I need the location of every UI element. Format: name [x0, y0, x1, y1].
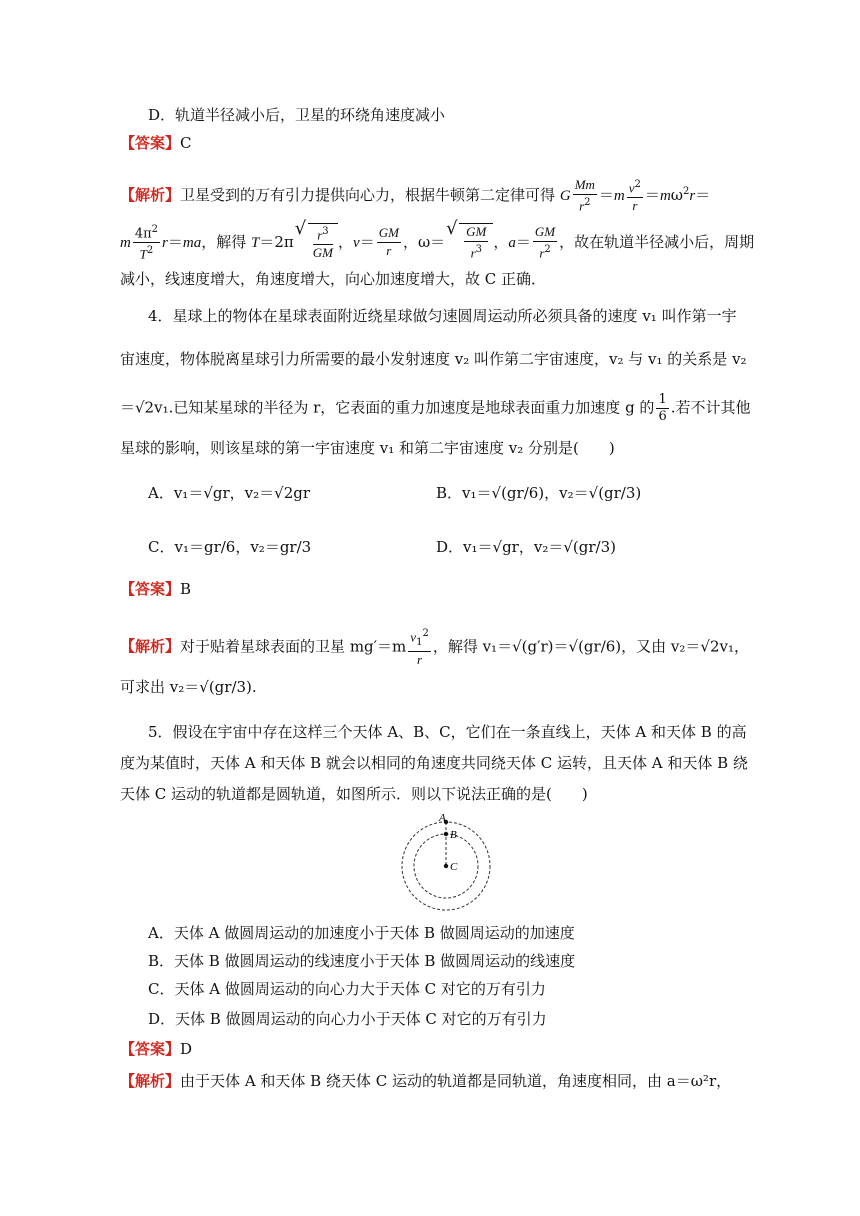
q5-stem-line2: 度为某值时，天体 A 和天体 B 就会以相同的角速度共同绕天体 C 运转，且天体 A 和天体 B 绕: [120, 754, 748, 772]
q4-stem-line2: 宙速度，物体脱离星球引力所需要的最小发射速度 v₂ 叫作第二宇宙速度，v₂ 与 v₁ 的关系是 v₂: [120, 350, 747, 368]
q4-option-a: A．v₁＝√gr，v₂＝√2gr: [148, 484, 311, 502]
analysis-tag: 【 解析 】: [120, 186, 180, 204]
label-a: A: [439, 812, 446, 824]
q4-analysis-line2: 可求出 v₂＝√(gr/3).: [120, 678, 257, 696]
q5-option-d: D．天体 B 做圆周运动的向心力小于天体 C 对它的万有引力: [148, 1010, 547, 1028]
q4-answer: 【 答案 】 B: [120, 578, 191, 600]
q3-option-d: D．轨道半径减小后，卫星的环绕角速度减小: [148, 106, 446, 124]
q4-stem-line3: ＝√2v₁.已知某星球的半径为 r，它表面的重力加速度是地球表面重力加速度 g 的 $\frac{1}{6}$ .若不计其他: [120, 392, 751, 424]
q4-stem-line1: 4．星球上的物体在星球表面附近绕星球做匀速圆周运动所必须具备的速度 v₁ 叫作第一宇: [148, 307, 737, 325]
label-c: C: [450, 861, 458, 873]
q5-option-a: A．天体 A 做圆周运动的加速度小于天体 B 做圆周运动的加速度: [148, 924, 575, 942]
q4-option-d: D．v₁＝√gr，v₂＝√(gr/3): [436, 538, 616, 556]
q3-answer-value: C: [180, 134, 192, 152]
q3-answer: [120, 132, 192, 154]
q4-analysis-line1: 【 解析 】 对于贴着星球表面的卫星 mg′＝m $\frac{v_1^2}{r}$ ，解得 v₁＝√(g′r)＝√(gr/6)，又由 v₂＝√2v₁，: [120, 626, 749, 669]
body-c-dot: [444, 864, 448, 868]
body-b-dot: [444, 832, 448, 836]
q4-stem-line4: 星球的影响，则该星球的第一宇宙速度 v₁ 和第二宇宙速度 v₂ 分别是( ): [120, 439, 615, 457]
q3-analysis-line1: 【 解析 】 卫星受到的万有引力提供向心力，根据牛顿第二定律可得 G $\frac{Mm}{r^2}$ ＝m $\frac{v^2}{r}$ $=m\omega^2r=$: [120, 177, 710, 215]
q3-analysis-line3: 减小，线速度增大，角速度增大，向心加速度增大，故 C 正确．: [120, 270, 547, 288]
q4-option-c: C．v₁＝gr/6，v₂＝gr/3: [148, 538, 312, 556]
q5-option-c: C．天体 A 做圆周运动的向心力大于天体 C 对它的万有引力: [148, 980, 546, 998]
q5-stem-line3: 天体 C 运动的轨道都是圆轨道，如图所示．则以下说法正确的是( ): [120, 785, 588, 803]
q3-analysis-line2: m $\frac{4\pi^2}{T^2}$ r＝ma，解得 T＝2π √ $\frac{r^3}{GM}$ ，v＝ $\frac{GM}{r}$ ，ω＝ √ $\frac{GM}{r^3}$ ，a＝ $\frac{GM}{r^2}$ ，故在轨道半径减小后，周期: [120, 222, 754, 264]
q5-analysis-line1: 【 解析 】 由于天体 A 和天体 B 绕天体 C 运动的轨道都是同轨道，角速度相同，由 a＝ω²r，: [120, 1070, 731, 1092]
q4-option-b: B．v₁＝√(gr/6)，v₂＝√(gr/3): [436, 484, 642, 502]
q5-answer: 【 答案 】 D: [120, 1038, 192, 1060]
q5-stem-line1: 5．假设在宇宙中存在这样三个天体 A、B、C，它们在一条直线上，天体 A 和天体 B 的高: [148, 723, 747, 741]
answer-tag: 【 答案 】: [120, 134, 180, 152]
q5-option-b: B．天体 B 做圆周运动的线速度小于天体 B 做圆周运动的线速度: [148, 952, 576, 970]
orbit-diagram: [396, 812, 496, 912]
label-b: B: [450, 829, 457, 841]
